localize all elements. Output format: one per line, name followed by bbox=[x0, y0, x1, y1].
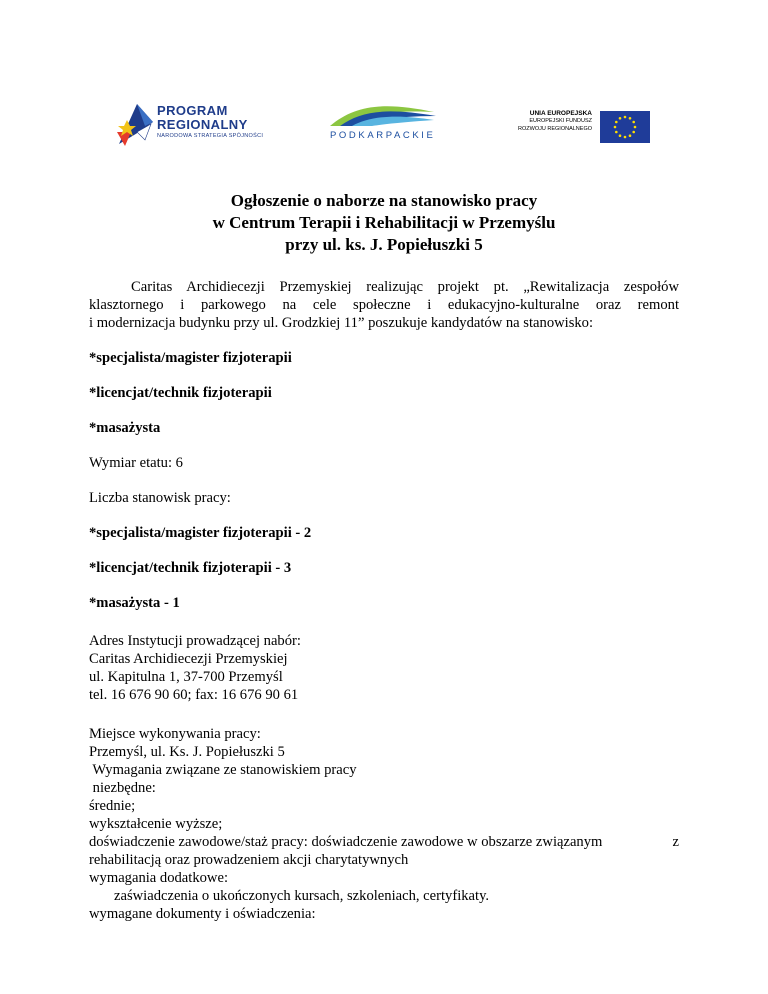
additional-item-text: zaświadczenia o ukończonych kursach, szkoleniach, certyfikaty. bbox=[114, 888, 490, 904]
eu-regional-label: ROZWOJU REGIONALNEGO bbox=[518, 125, 592, 132]
podkarpackie-emblem bbox=[326, 100, 438, 128]
eu-label: UNIA EUROPEJSKA bbox=[529, 110, 592, 117]
position-item: *licencjat/technik fizjoterapii bbox=[89, 385, 272, 401]
intro-line: klasztornego i parkowego na cele społeczne i edukacyjno-kulturalne oraz remont bbox=[89, 297, 679, 313]
document-title bbox=[0, 190, 768, 256]
additional-label: wymagania dodatkowe: bbox=[89, 870, 229, 886]
position-item: *specjalista/magister fizjoterapii bbox=[89, 350, 292, 366]
requirements-label: Wymagania związane ze stanowiskiem pracy bbox=[89, 762, 357, 778]
eu-fund-label: EUROPEJSKI FUNDUSZ bbox=[529, 118, 592, 124]
positions-count-item: *specjalista/magister fizjoterapii - 2 bbox=[89, 525, 312, 541]
requirement-item: średnie; bbox=[89, 798, 136, 814]
regionalny-label: REGIONALNY bbox=[157, 117, 248, 132]
program-regionalny-logo bbox=[115, 100, 285, 150]
program-label: PROGRAM bbox=[157, 103, 228, 118]
address-label: Adres Instytucji prowadzącej nabór: bbox=[89, 633, 301, 649]
address-name: Caritas Archidiecezji Przemyskiej bbox=[89, 651, 288, 667]
required-label: niezbędne: bbox=[89, 780, 156, 796]
eu-logo bbox=[508, 110, 656, 146]
document-body bbox=[89, 278, 679, 923]
experience-line bbox=[89, 833, 679, 851]
title-line: w Centrum Terapii i Rehabilitacji w Przemyślu bbox=[212, 213, 556, 232]
additional-item bbox=[89, 887, 679, 905]
positions-count-item: *licencjat/technik fizjoterapii - 3 bbox=[89, 560, 292, 576]
program-regionalny-emblem bbox=[115, 102, 155, 148]
experience-z: z bbox=[672, 834, 679, 850]
requirement-item: wykształcenie wyższe; bbox=[89, 816, 223, 832]
intro-paragraph bbox=[89, 278, 679, 332]
logo-bar bbox=[0, 100, 768, 160]
work-dimension: Wymiar etatu: 6 bbox=[89, 455, 183, 471]
workplace-label: Miejsce wykonywania pracy: bbox=[89, 726, 261, 742]
address-block bbox=[89, 632, 679, 704]
title-line: przy ul. ks. J. Popiełuszki 5 bbox=[285, 235, 483, 254]
experience-text: doświadczenie zawodowe/staż pracy: doświadczenie zawodowe w obszarze związanym bbox=[89, 834, 603, 850]
address-phone: tel. 16 676 90 60; fax: 16 676 90 61 bbox=[89, 687, 299, 703]
strategy-label: NARODOWA STRATEGIA SPÓJNOŚCI bbox=[157, 133, 264, 139]
documents-label: wymagane dokumenty i oświadczenia: bbox=[89, 906, 316, 922]
address-street: ul. Kapitulna 1, 37-700 Przemyśl bbox=[89, 669, 283, 685]
intro-line: Caritas Archidiecezji Przemyskiej realizując projekt pt. „Rewitalizacja zespołów bbox=[131, 279, 679, 295]
workplace-address: Przemyśl, ul. Ks. J. Popiełuszki 5 bbox=[89, 744, 285, 760]
positions-count-item: *masażysta - 1 bbox=[89, 595, 180, 611]
podkarpackie-label: PODKARPACKIE bbox=[330, 130, 436, 141]
experience-continuation: rehabilitacją oraz prowadzeniem akcji charytatywnych bbox=[89, 852, 409, 868]
title-line: Ogłoszenie o naborze na stanowisko pracy bbox=[230, 191, 538, 210]
workplace-block bbox=[89, 725, 679, 923]
podkarpackie-logo bbox=[326, 100, 446, 148]
eu-flag-icon bbox=[600, 111, 650, 143]
position-item: *masażysta bbox=[89, 420, 161, 436]
positions-count-label: Liczba stanowisk pracy: bbox=[89, 490, 231, 506]
intro-line: i modernizacja budynku przy ul. Grodzkiej 11” poszukuje kandydatów na stanowisko: bbox=[89, 315, 594, 331]
